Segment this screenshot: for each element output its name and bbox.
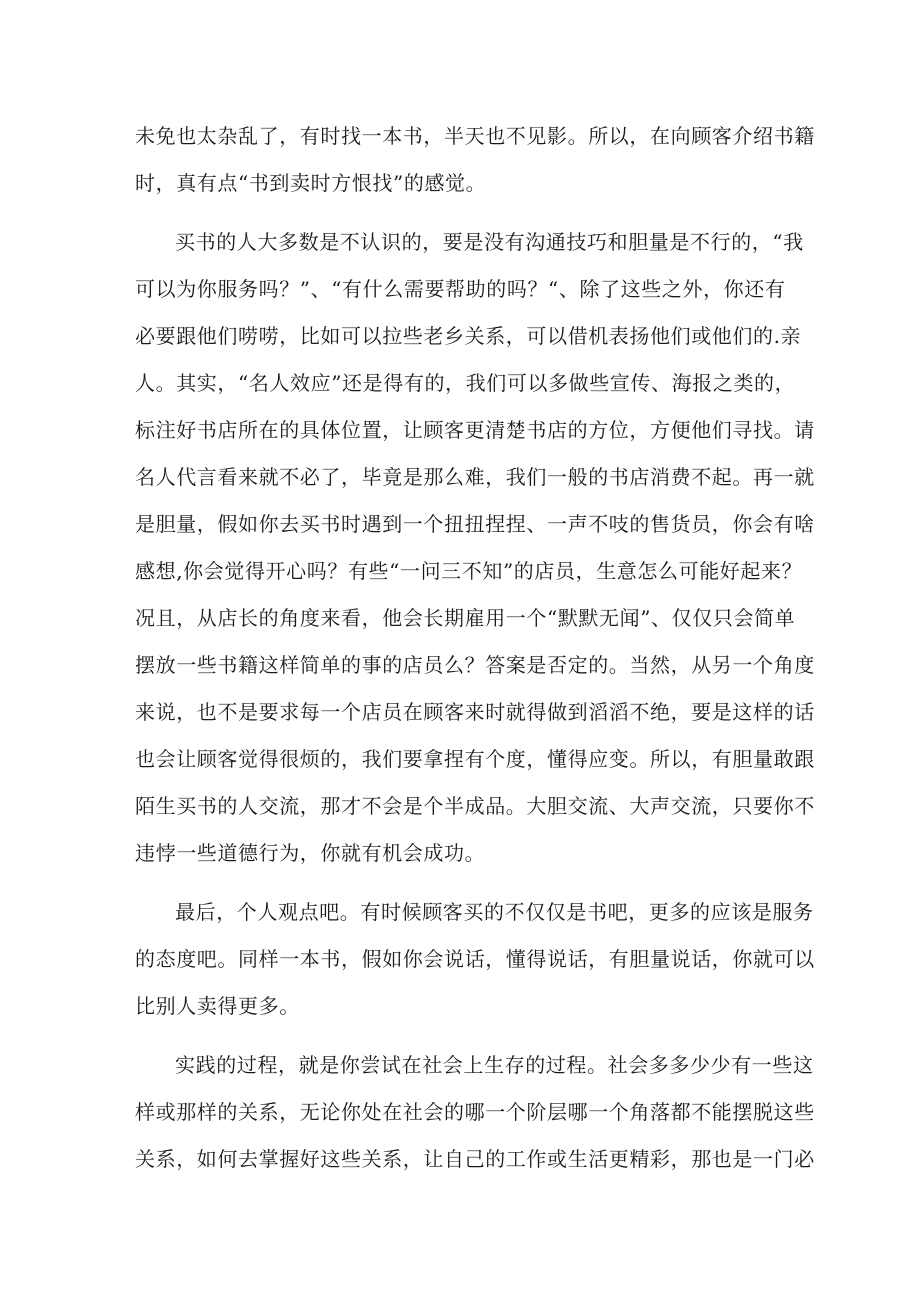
text-line: 人。其实，“名人效应”还是得有的，我们可以多做些宣传、海报之类的， [135, 371, 796, 395]
text-line: 是胆量，假如你去买书时遇到一个扭扭捏捏、一声不吱的售货员，你会有啥 [135, 512, 815, 536]
text-line: 最后，个人观点吧。有时候顾客买的不仅仅是书吧，更多的应该是服务 [175, 900, 814, 924]
text-line: 感想,你会觉得开心吗？有些“一问三不知”的店员，生意怎么可能好起来？ [135, 559, 803, 583]
paragraph-4 [135, 1042, 815, 1183]
text-line: 实践的过程，就是你尝试在社会上生存的过程。社会多多少少有一些这 [175, 1053, 814, 1077]
paragraph-3 [135, 889, 815, 1030]
text-line: 名人代言看来就不必了，毕竟是那么难，我们一般的书店消费不起。再一就 [135, 465, 815, 489]
text-line: 也会让顾客觉得很烦的，我们要拿捏有个度，懂得应变。所以，有胆量敢跟 [135, 747, 815, 771]
text-line: 未免也太杂乱了，有时找一本书，半天也不见影。所以，在向顾客介绍书籍 [135, 124, 815, 148]
text-line: 况且，从店长的角度来看，他会长期雇用一个“默默无闻”、仅仅只会简单 [135, 606, 796, 630]
text-line: 必要跟他们唠唠，比如可以拉些老乡关系，可以借机表扬他们或他们的.亲 [135, 324, 802, 348]
text-line: 样或那样的关系，无论你处在社会的哪一个阶层哪一个角落都不能摆脱这些 [135, 1100, 815, 1124]
text-line: 摆放一些书籍这样简单的事的店员么？答案是否定的。当然，从另一个角度 [135, 653, 815, 677]
paragraph-2 [135, 219, 815, 877]
text-line: 标注好书店所在的具体位置，让顾客更清楚书店的方位，方便他们寻找。请 [135, 418, 815, 442]
text-line: 可以为你服务吗？”、“有什么需要帮助的吗？“、除了这些之外，你还有 [135, 277, 786, 301]
text-line: 陌生买书的人交流，那才不会是个半成品。大胆交流、大声交流，只要你不 [135, 794, 815, 818]
document-body [135, 113, 815, 1183]
text-line: 关系，如何去掌握好这些关系，让自己的工作或生活更精彩，那也是一门必 [135, 1147, 815, 1171]
text-line: 的态度吧。同样一本书，假如你会说话，懂得说话，有胆量说话，你就可以 [135, 947, 815, 971]
text-line: 买书的人大多数是不认识的，要是没有沟通技巧和胆量是不行的，“我 [175, 230, 804, 254]
text-line: 来说，也不是要求每一个店员在顾客来时就得做到滔滔不绝，要是这样的话 [135, 700, 815, 724]
text-line: 违悖一些道德行为，你就有机会成功。 [135, 841, 486, 865]
text-line: 时，真有点“书到卖时方恨找”的感觉。 [135, 171, 487, 195]
text-line: 比别人卖得更多。 [135, 994, 300, 1018]
paragraph-1 [135, 113, 815, 207]
